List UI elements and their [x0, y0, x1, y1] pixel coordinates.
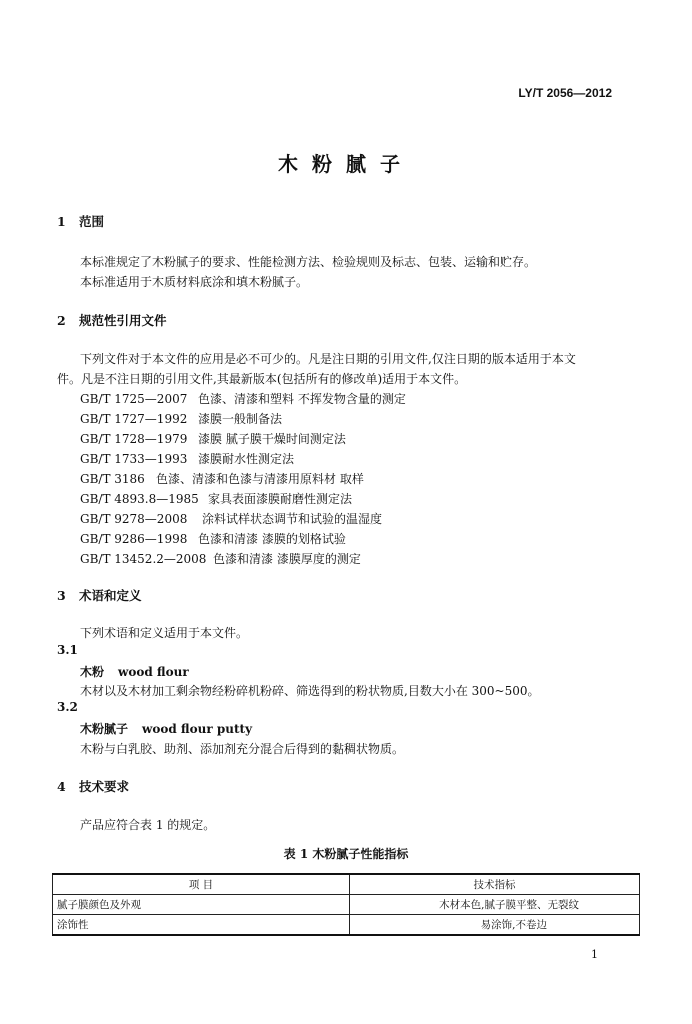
paragraph: 下列文件对于本文件的应用是必不可少的。凡是注日期的引用文件,仅注日期的版本适用于本文 — [80, 352, 576, 366]
standard-code: LY/T 2056—2012 — [518, 86, 612, 100]
table-header-cell: 项 目 — [53, 874, 350, 895]
section-number: 2 — [57, 313, 66, 328]
reference-title: 色漆、清漆和色漆与清漆用原料材 取样 — [156, 472, 364, 486]
table-header-row — [53, 874, 640, 895]
section-number: 1 — [57, 214, 66, 229]
page-number: 1 — [591, 948, 598, 961]
term-number: 3.1 — [57, 643, 78, 657]
term-definition: 木材以及木材加工剩余物经粉碎机粉碎、筛选得到的粉状物质,目数大小在 300~500。 — [80, 684, 540, 698]
paragraph: 件。凡是不注日期的引用文件,其最新版本(包括所有的修改单)适用于本文件。 — [57, 372, 467, 386]
reference-code: GB/T 13452.2—2008 — [80, 552, 207, 566]
reference-item — [80, 530, 346, 547]
section-title: 范围 — [79, 214, 105, 229]
table-caption: 表 1 木粉腻子性能指标 — [283, 847, 409, 861]
reference-code: GB/T 9278—2008 — [80, 512, 188, 526]
section-1-heading — [57, 212, 104, 230]
document-title: 木粉腻子 — [278, 152, 414, 176]
reference-item — [80, 550, 361, 567]
reference-title: 色漆、清漆和塑料 不挥发物含量的测定 — [198, 392, 406, 406]
reference-code: GB/T 3186 — [80, 472, 145, 486]
reference-title: 漆膜 腻子膜干燥时间测定法 — [198, 432, 346, 446]
term-definition: 木粉与白乳胶、助剂、添加剂充分混合后得到的黏稠状物质。 — [80, 742, 405, 756]
table-header-cell: 技术指标 — [350, 874, 640, 895]
reference-title: 色漆和清漆 漆膜的划格试验 — [198, 532, 346, 546]
reference-code: GB/T 9286—1998 — [80, 532, 188, 546]
reference-item — [80, 510, 382, 527]
table-cell: 易涂饰,不卷边 — [350, 915, 640, 936]
term-english: wood flour putty — [142, 722, 253, 736]
section-2-heading — [57, 311, 167, 329]
section-title: 规范性引用文件 — [79, 313, 167, 328]
term-name: 木粉腻子 — [80, 722, 129, 736]
paragraph: 本标准规定了木粉腻子的要求、性能检测方法、检验规则及标志、包装、运输和贮存。 — [80, 255, 537, 269]
paragraph: 下列术语和定义适用于本文件。 — [80, 626, 249, 640]
reference-code: GB/T 1733—1993 — [80, 452, 188, 466]
term-number: 3.2 — [57, 700, 78, 714]
reference-item — [80, 470, 364, 487]
reference-code: GB/T 1727—1992 — [80, 412, 188, 426]
section-number: 4 — [57, 779, 66, 794]
table-cell: 木材本色,腻子膜平整、无裂纹 — [350, 895, 640, 915]
reference-title: 漆膜耐水性测定法 — [198, 452, 295, 466]
section-3-heading — [57, 586, 142, 604]
paragraph: 产品应符合表 1 的规定。 — [80, 818, 216, 832]
reference-title: 漆膜一般制备法 — [198, 412, 283, 426]
reference-item — [80, 490, 352, 507]
reference-item — [80, 390, 406, 407]
table-row — [53, 915, 640, 936]
section-title: 术语和定义 — [79, 588, 142, 603]
reference-item — [80, 430, 346, 447]
reference-title: 色漆和清漆 漆膜厚度的测定 — [213, 552, 361, 566]
section-title: 技术要求 — [79, 779, 130, 794]
performance-table — [52, 873, 640, 936]
reference-code: GB/T 4893.8—1985 — [80, 492, 199, 506]
reference-item — [80, 450, 294, 467]
table-row — [53, 895, 640, 915]
reference-title: 涂料试样状态调节和试验的温湿度 — [202, 512, 383, 526]
table-cell: 涂饰性 — [53, 915, 350, 936]
term-name: 木粉 — [80, 665, 105, 679]
section-4-heading — [57, 777, 129, 795]
table-cell: 腻子膜颜色及外观 — [53, 895, 350, 915]
reference-item — [80, 410, 282, 427]
reference-title: 家具表面漆膜耐磨性测定法 — [208, 492, 353, 506]
term-english: wood flour — [118, 665, 189, 679]
term-heading — [80, 720, 252, 737]
section-number: 3 — [57, 588, 66, 603]
term-heading — [80, 663, 189, 680]
reference-code: GB/T 1725—2007 — [80, 392, 188, 406]
paragraph: 本标准适用于木质材料底涂和填木粉腻子。 — [80, 275, 309, 289]
reference-code: GB/T 1728—1979 — [80, 432, 188, 446]
